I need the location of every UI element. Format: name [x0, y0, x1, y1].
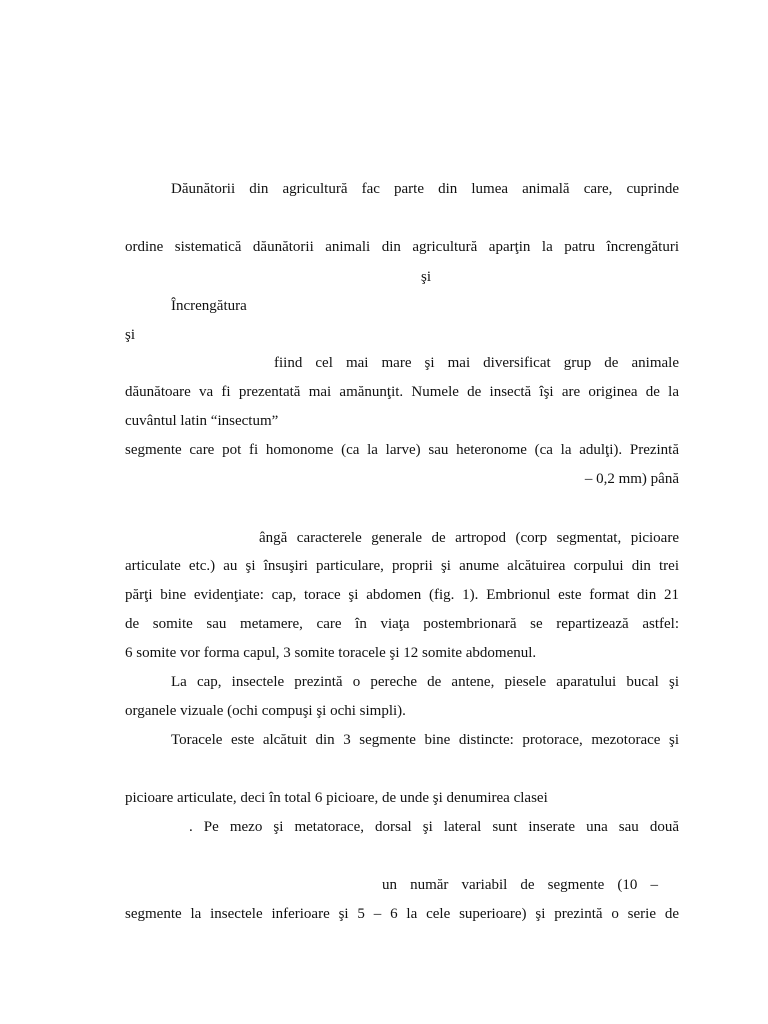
text-line: părţi bine evidenţiate: cap, torace şi abdomen (fig. 1). Embrionul este format din 21: [125, 587, 679, 603]
text-line: . Pe mezo şi metatorace, dorsal şi lateral sunt inserate una sau două: [189, 819, 679, 835]
text-line: dăunătoare va fi prezentată mai amănunţit. Numele de insectă îşi are originea de la: [125, 384, 679, 400]
text-line: Dăunătorii din agricultură fac parte din lumea animală care, cuprinde: [171, 181, 679, 197]
text-line: segmente care pot fi homonome (ca la larve) sau heteronome (ca la adulţi). Prezintă: [125, 442, 679, 458]
text-line: şi: [125, 327, 136, 343]
text-line: ordine sistematică dăunătorii animali din agricultură aparţin la patru încrengături: [125, 239, 679, 255]
text-line: ângă caracterele generale de artropod (corp segmentat, picioare: [259, 530, 679, 546]
text-line: Toracele este alcătuit din 3 segmente bine distincte: protorace, mezotorace şi: [171, 732, 679, 748]
text-line: – 0,2 mm) până: [584, 471, 679, 487]
text-line: 6 somite vor forma capul, 3 somite toracele şi 12 somite abdomenul.: [125, 645, 537, 661]
text-line: picioare articulate, deci în total 6 picioare, de unde şi denumirea clasei: [125, 790, 548, 806]
text-line: La cap, insectele prezintă o pereche de antene, piesele aparatului bucal şi: [171, 674, 679, 690]
text-line: fiind cel mai mare şi mai diversificat grup de animale: [274, 355, 679, 371]
text-line: cuvântul latin “insectum”: [125, 413, 279, 429]
text-line: Încrengătura: [171, 298, 247, 314]
text-line: organele vizuale (ochi compuşi şi ochi simpli).: [125, 703, 406, 719]
text-line: un număr variabil de segmente (10 –: [382, 877, 658, 893]
text-line: de somite sau metamere, care în viaţa postembrionară se repartizează astfel:: [125, 616, 679, 632]
text-line: segmente la insectele inferioare şi 5 – 6 la cele superioare) şi prezintă o serie de: [125, 906, 679, 922]
text-line: şi: [421, 269, 432, 285]
text-line: articulate etc.) au şi însuşiri particulare, proprii şi anume alcătuirea corpului din trei: [125, 558, 679, 574]
